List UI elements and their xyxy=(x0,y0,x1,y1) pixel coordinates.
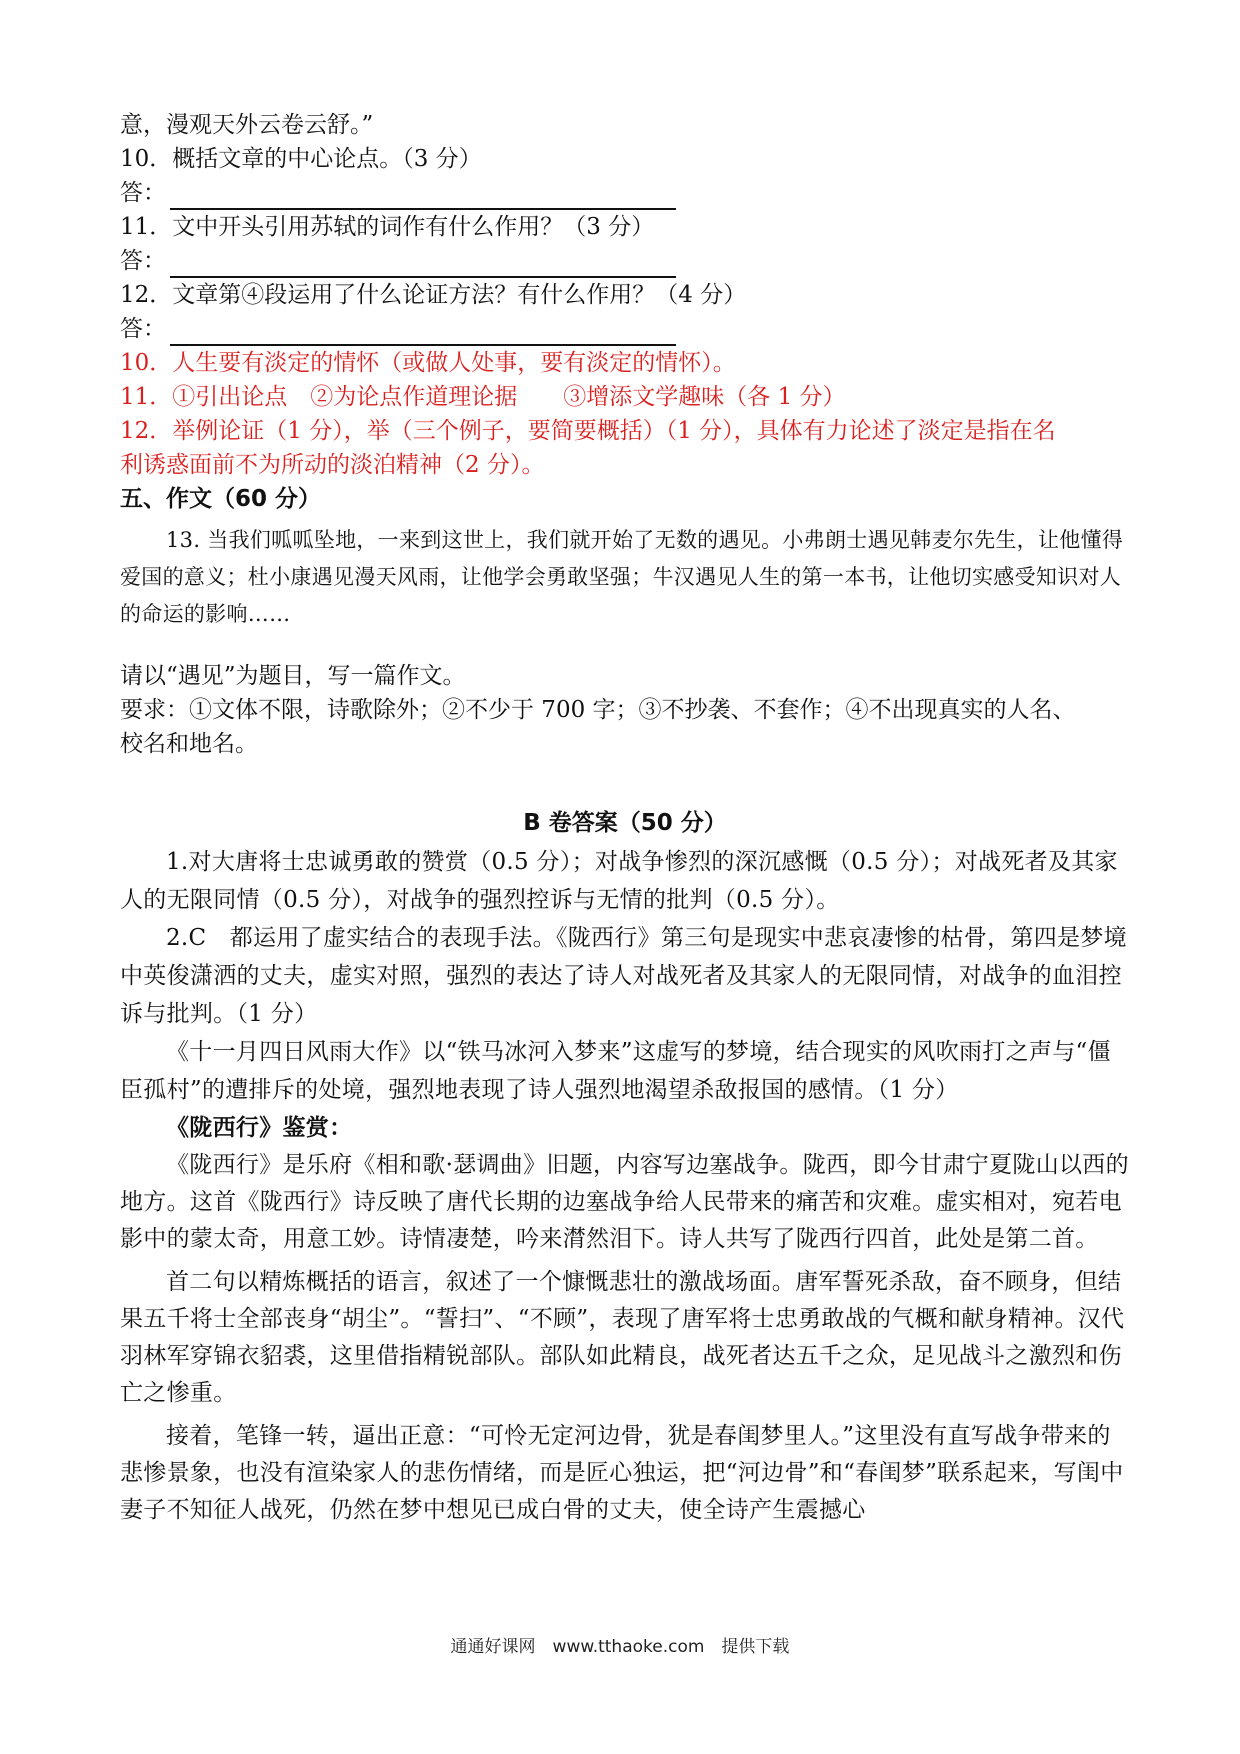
appreciation-paragraph-3: 接着，笔锋一转，逼出正意：“可怜无定河边骨，犹是春闺梦里人。”这里没有直写战争带来的悲惨景象，也没有渲染家人的悲伤情绪，而是匠心独运，把“河边骨”和“春闺梦”联系起来，写闺中妻子不知征人战死，仍然在梦中想见已成白骨的丈夫，使全诗产生震撼心 xyxy=(120,1423,1124,1523)
part-b-answer-2: 2.C 都运用了虚实结合的表现手法。《陇西行》第三句是现实中悲哀凄惨的枯骨，第四是梦境中英俊潇洒的丈夫，虚实对照，强烈的表达了诗人对战死者及其家人的无限同情，对战争的血泪控诉与批判。（1 分） xyxy=(120,925,1127,1027)
appreciation-heading: 《陇西行》鉴赏： xyxy=(166,1114,353,1141)
answer-label: 答： xyxy=(120,316,166,342)
answer-blank-line xyxy=(170,250,676,278)
essay-heading: 五、作文（60 分） xyxy=(120,486,322,512)
answer-blank-line xyxy=(170,182,676,210)
question-11: 11．文中开头引用苏轼的词作有什么作用？（3 分） xyxy=(120,214,655,240)
answer-field-12[interactable] xyxy=(120,312,1130,346)
essay-requirement-line1: 要求：①文体不限，诗歌除外；②不少于 700 字；③不抄袭、不套作；④不出现真实的人名、 xyxy=(120,697,1076,723)
question-12: 12．文章第④段运用了什么论证方法？有什么作用？（4 分） xyxy=(120,282,747,308)
part-b-title: B 卷答案（50 分） xyxy=(523,810,727,836)
essay-requirement-line2: 校名和地名。 xyxy=(120,731,258,757)
answer-label: 答： xyxy=(120,180,166,206)
answer-blank-line xyxy=(170,318,676,346)
essay-instruction: 请以“遇见”为题目，写一篇作文。 xyxy=(120,663,466,689)
document-body xyxy=(120,108,1130,1529)
answer-key-11: 11．①引出论点 ②为论点作道理论据 ③增添文学趣味（各 1 分） xyxy=(120,384,846,410)
answer-field-10[interactable] xyxy=(120,176,1130,210)
part-b-answer-1: 1.对大唐将士忠诚勇敢的赞赏（0.5 分）；对战争惨烈的深沉感慨（0.5 分）；对战死者及其家人的无限同情（0.5 分），对战争的强烈控诉与无情的批判（0.5 分）。 xyxy=(120,849,1118,913)
appreciation-paragraph-1: 《陇西行》是乐府《相和歌·瑟调曲》旧题，内容写边塞战争。陇西，即今甘肃宁夏陇山以西的地方。这首《陇西行》诗反映了唐代长期的边塞战争给人民带来的痛苦和灾难。虚实相对，宛若电影中的蒙太奇，用意工妙。诗情凄楚，吟来潸然泪下。诗人共写了陇西行四首，此处是第二首。 xyxy=(120,1152,1129,1252)
question-10: 10．概括文章的中心论点。（3 分） xyxy=(120,146,482,172)
answer-key-12-line1: 12．举例论证（1 分），举（三个例子，要简要概括）（1 分），具体有力论述了淡定是指在名 xyxy=(120,418,1056,444)
quote-end: 意，漫观天外云卷云舒。” xyxy=(120,112,374,138)
answer-label: 答： xyxy=(120,248,166,274)
essay-prompt: 13. 当我们呱呱坠地，一来到这世上，我们就开始了无数的遇见。小弗朗士遇见韩麦尔先生，让他懂得爱国的意义；杜小康遇见漫天风雨，让他学会勇敢坚强；牛汉遇见人生的第一本书，让他切实感受知识对人的命运的影响…… xyxy=(120,528,1124,626)
footer-credit: 通通好课网 www.tthaoke.com 提供下载 xyxy=(450,1637,790,1657)
answer-field-11[interactable] xyxy=(120,244,1130,278)
answer-key-10: 10．人生要有淡定的情怀（或做人处事，要有淡定的情怀）。 xyxy=(120,350,736,376)
part-b-answer-2b: 《十一月四日风雨大作》以“铁马冰河入梦来”这虚写的梦境，结合现实的风吹雨打之声与“僵臣孤村”的遭排斥的处境，强烈地表现了诗人强烈地渴望杀敌报国的感情。（1 分） xyxy=(120,1039,1111,1103)
answer-key-12-line2: 利诱惑面前不为所动的淡泊精神（2 分）。 xyxy=(120,452,545,478)
appreciation-paragraph-2: 首二句以精炼概括的语言，叙述了一个慷慨悲壮的激战场面。唐军誓死杀敌，奋不顾身，但结果五千将士全部丧身“胡尘”。“誓扫”、“不顾”，表现了唐军将士忠勇敢战的气概和献身精神。汉代羽林军穿锦衣貂裘，这里借指精锐部队。部队如此精良，战死者达五千之众，足见战斗之激烈和伤亡之惨重。 xyxy=(120,1269,1125,1406)
